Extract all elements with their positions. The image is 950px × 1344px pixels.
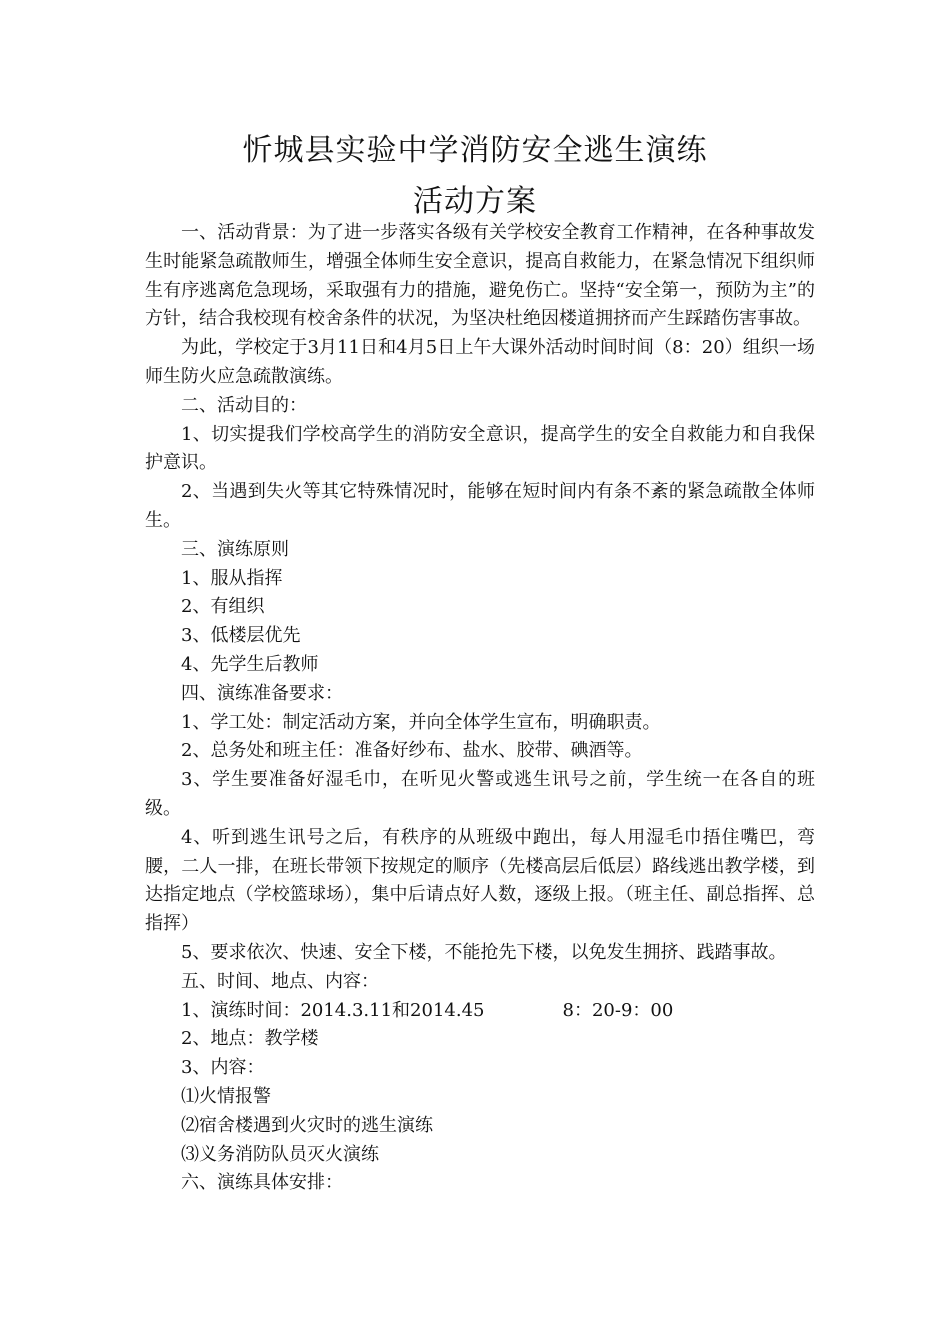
drill-time: 8：20-9：00 — [562, 999, 674, 1021]
list-item-principle: 1、服从指挥 — [181, 567, 283, 589]
list-item-content: ⑴火情报警 — [181, 1085, 271, 1107]
paragraph-preparation-2: 2、总务处和班主任：准备好纱布、盐水、胶带、碘酒等。 — [181, 740, 643, 762]
section-heading-preparation: 四、演练准备要求： — [181, 682, 343, 704]
section-heading-arrangement: 六、演练具体安排： — [181, 1172, 343, 1194]
paragraph-drill-time — [145, 997, 815, 1026]
paragraph-preparation-4: 4、听到逃生讯号之后，有秩序的从班级中跑出，每人用湿毛巾捂住嘴巴，弯腰，二人一排，在班长带领下按规定的顺序（先楼高层后低层）路线逃出教学楼，到达指定地点（学校篮球场），集中后请点好人数，逐级上报。（班主任、副总指挥、总指挥） — [145, 826, 815, 935]
section-heading-principles: 三、演练原则 — [181, 538, 289, 560]
paragraph-schedule-intro: 为此，学校定于3月11日和4月5日上午大课外活动时间时间（8：20）组织一场师生防火应急疏散演练。 — [145, 337, 815, 387]
paragraph-preparation-5: 5、要求依次、快速、安全下楼，不能抢先下楼，以免发生拥挤、践踏事故。 — [181, 941, 787, 963]
paragraph-preparation-3: 3、学生要准备好湿毛巾，在听见火警或逃生讯号之前，学生统一在各自的班级。 — [145, 769, 815, 819]
document-title: 忻城县实验中学消防安全逃生演练 — [242, 133, 708, 168]
paragraph-purpose-2: 2、当遇到失火等其它特殊情况时，能够在短时间内有条不紊的紧急疏散全体师生。 — [145, 481, 815, 531]
list-item-content: ⑶义务消防队员灭火演练 — [181, 1143, 379, 1165]
paragraph-location: 2、地点：教学楼 — [181, 1028, 319, 1050]
drill-date: 1、演练时间：2014.3.11和2014.45 — [181, 999, 485, 1021]
document-subtitle: 活动方案 — [413, 184, 537, 219]
list-item-principle: 3、低楼层优先 — [181, 625, 301, 647]
section-heading-time-place: 五、时间、地点、内容： — [181, 970, 379, 992]
paragraph-purpose-1: 1、切实提我们学校高学生的消防安全意识，提高学生的安全自救能力和自我保护意识。 — [145, 423, 815, 474]
document-body — [145, 219, 815, 1198]
list-item-principle: 4、先学生后教师 — [181, 653, 319, 675]
section-heading-purpose: 二、活动目的： — [181, 394, 307, 416]
paragraph-content-heading: 3、内容： — [181, 1057, 265, 1079]
paragraph-background: 一、活动背景：为了进一步落实各级有关学校安全教育工作精神，在各种事故发生时能紧急疏散师生，增强全体师生安全意识，提高自救能力，在紧急情况下组织师生有序逃离危急现场，采取强有力的措施，避免伤亡。坚持“安全第一，预防为主”的方针，结合我校现有校舍条件的状况，为坚决杜绝因楼道拥挤而产生踩踏伤害事故。 — [145, 222, 815, 330]
list-item-content: ⑵宿舍楼遇到火灾时的逃生演练 — [181, 1114, 433, 1136]
list-item-principle: 2、有组织 — [181, 596, 265, 618]
paragraph-preparation-1: 1、学工处：制定活动方案，并向全体学生宣布，明确职责。 — [181, 711, 661, 733]
